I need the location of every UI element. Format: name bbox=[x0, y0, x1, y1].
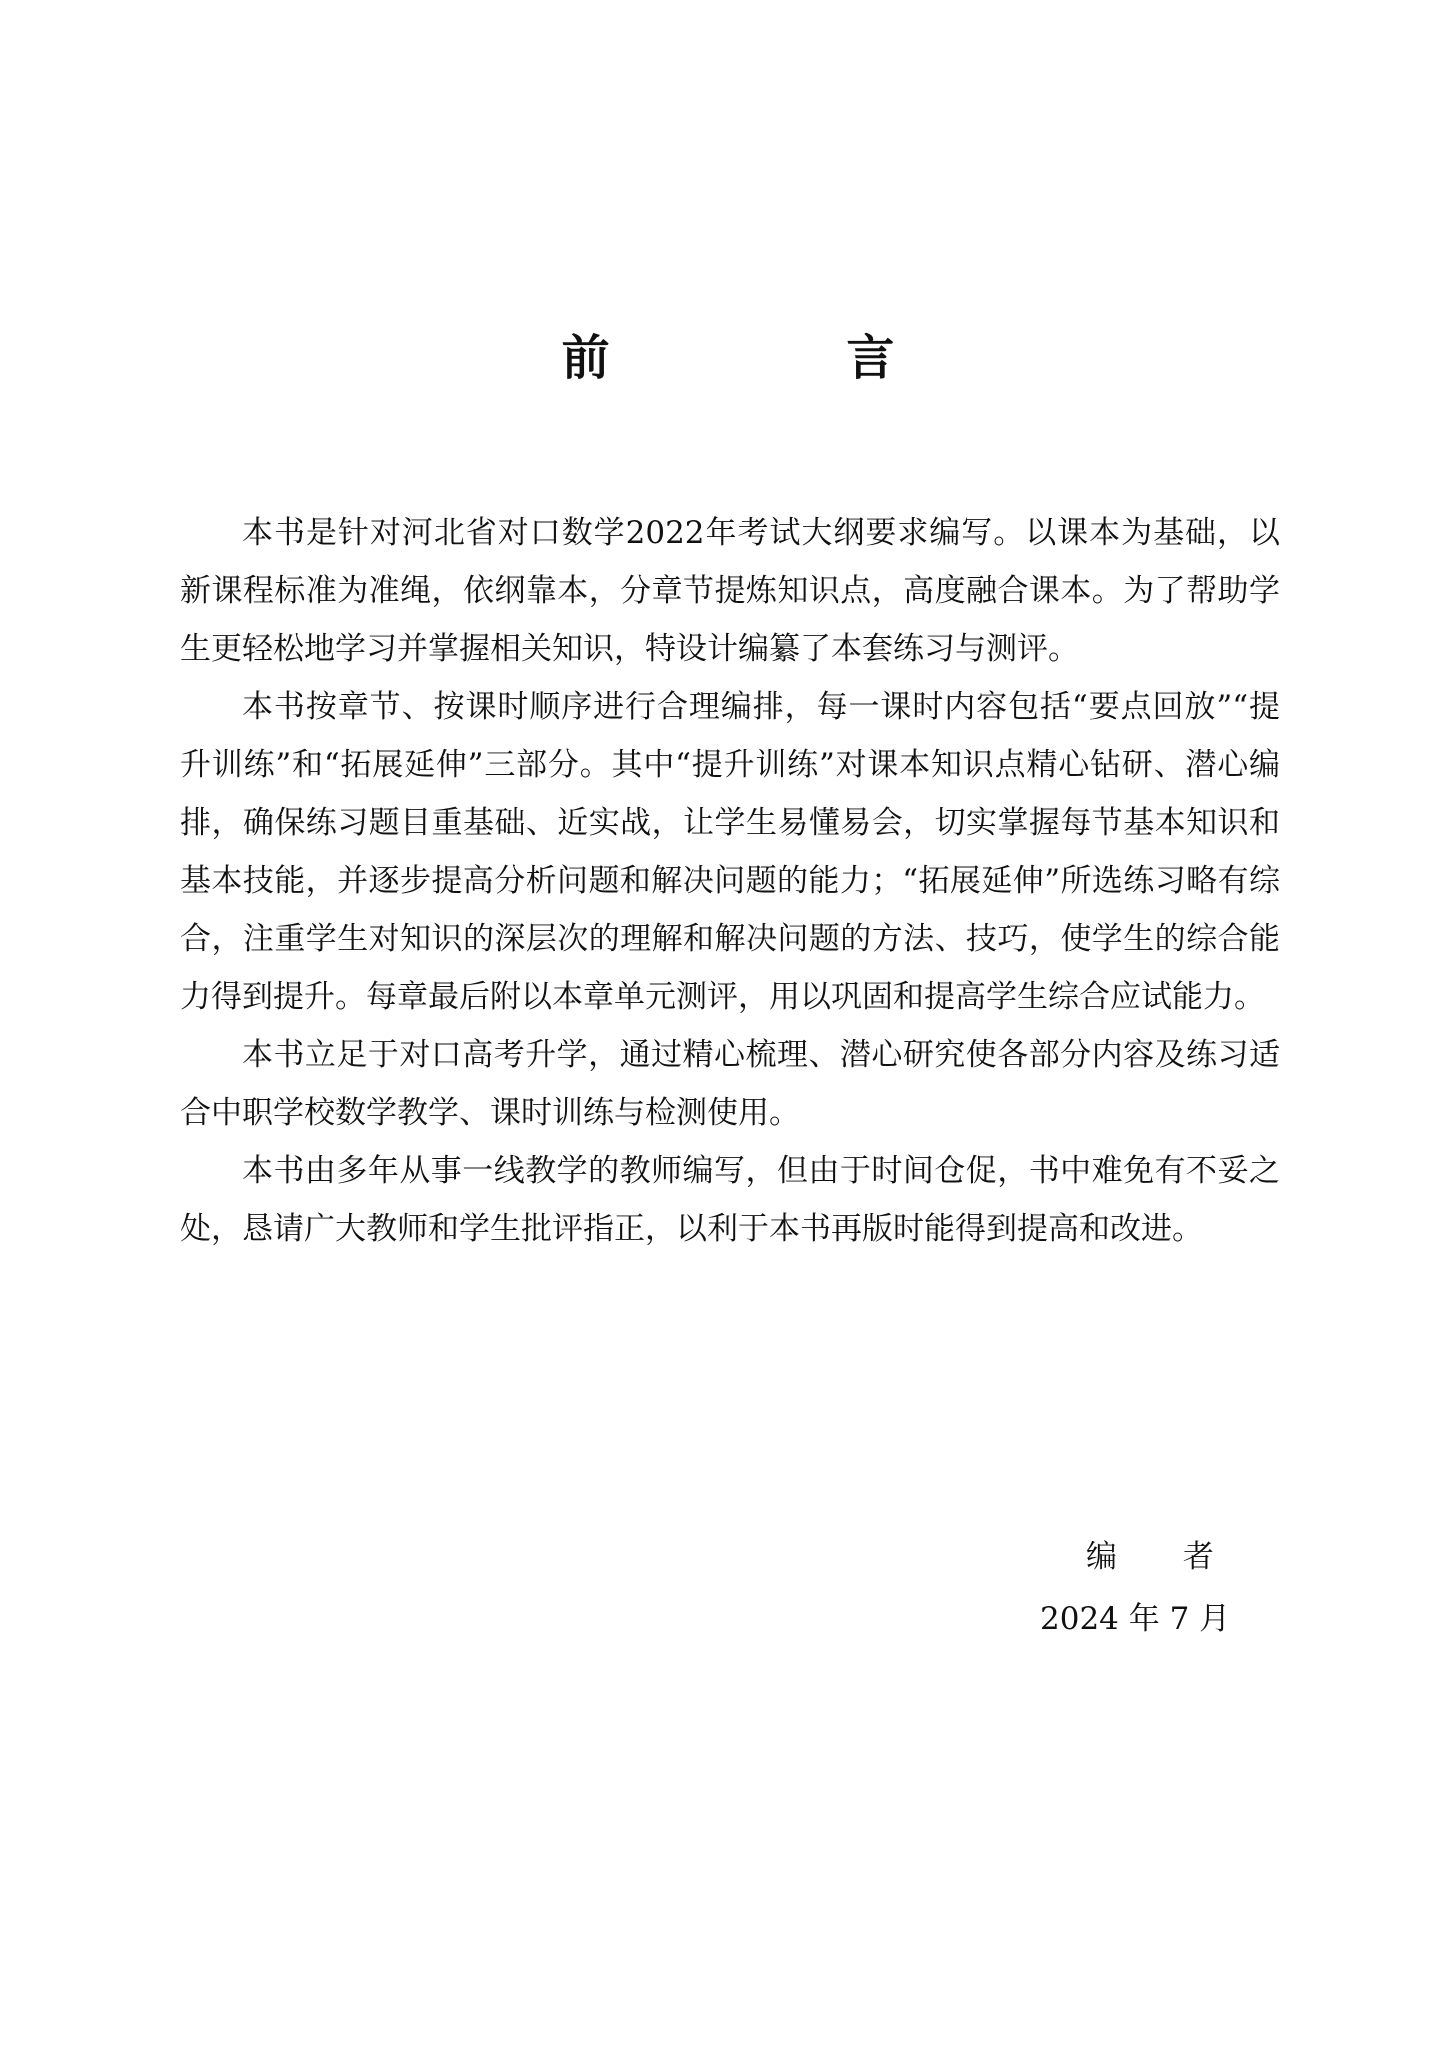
paragraph-3: 本书立足于对口高考升学，通过精心梳理、潜心研究使各部分内容及练习适合中职学校数学教学、课时训练与检测使用。 bbox=[180, 1037, 1280, 1131]
signature-block bbox=[1040, 1537, 1280, 1639]
author-label: 编 者 bbox=[1086, 1539, 1242, 1575]
paragraph-2: 本书按章节、按课时顺序进行合理编排，每一课时内容包括“要点回放”“提升训练”和“拓展延伸”三部分。其中“提升训练”对课本知识点精心钻研、潜心编排，确保练习题目重基础、近实战，让学生易懂易会，切实掌握每节基本知识和基本技能，并逐步提高分析问题和解决问题的能力；“拓展延伸”所选练习略有综合，注重学生对知识的深层次的理解和解决问题的方法、技巧，使学生的综合能力得到提升。每章最后附以本章单元测评，用以巩固和提高学生综合应试能力。 bbox=[180, 689, 1280, 1015]
date-label: 2024 年 7 月 bbox=[1040, 1601, 1231, 1637]
paragraph-1: 本书是针对河北省对口数学2022年考试大纲要求编写。以课本为基础，以新课程标准为准绳，依纲靠本，分章节提炼知识点，高度融合课本。为了帮助学生更轻松地学习并掌握相关知识，特设计编纂了本套练习与测评。 bbox=[180, 515, 1280, 667]
preface-body bbox=[180, 504, 1280, 1258]
paragraph-4: 本书由多年从事一线教学的教师编写，但由于时间仓促，书中难免有不妥之处，恳请广大教师和学生批评指正，以利于本书再版时能得到提高和改进。 bbox=[180, 1153, 1280, 1247]
page-title: 前 言 bbox=[561, 330, 1005, 386]
